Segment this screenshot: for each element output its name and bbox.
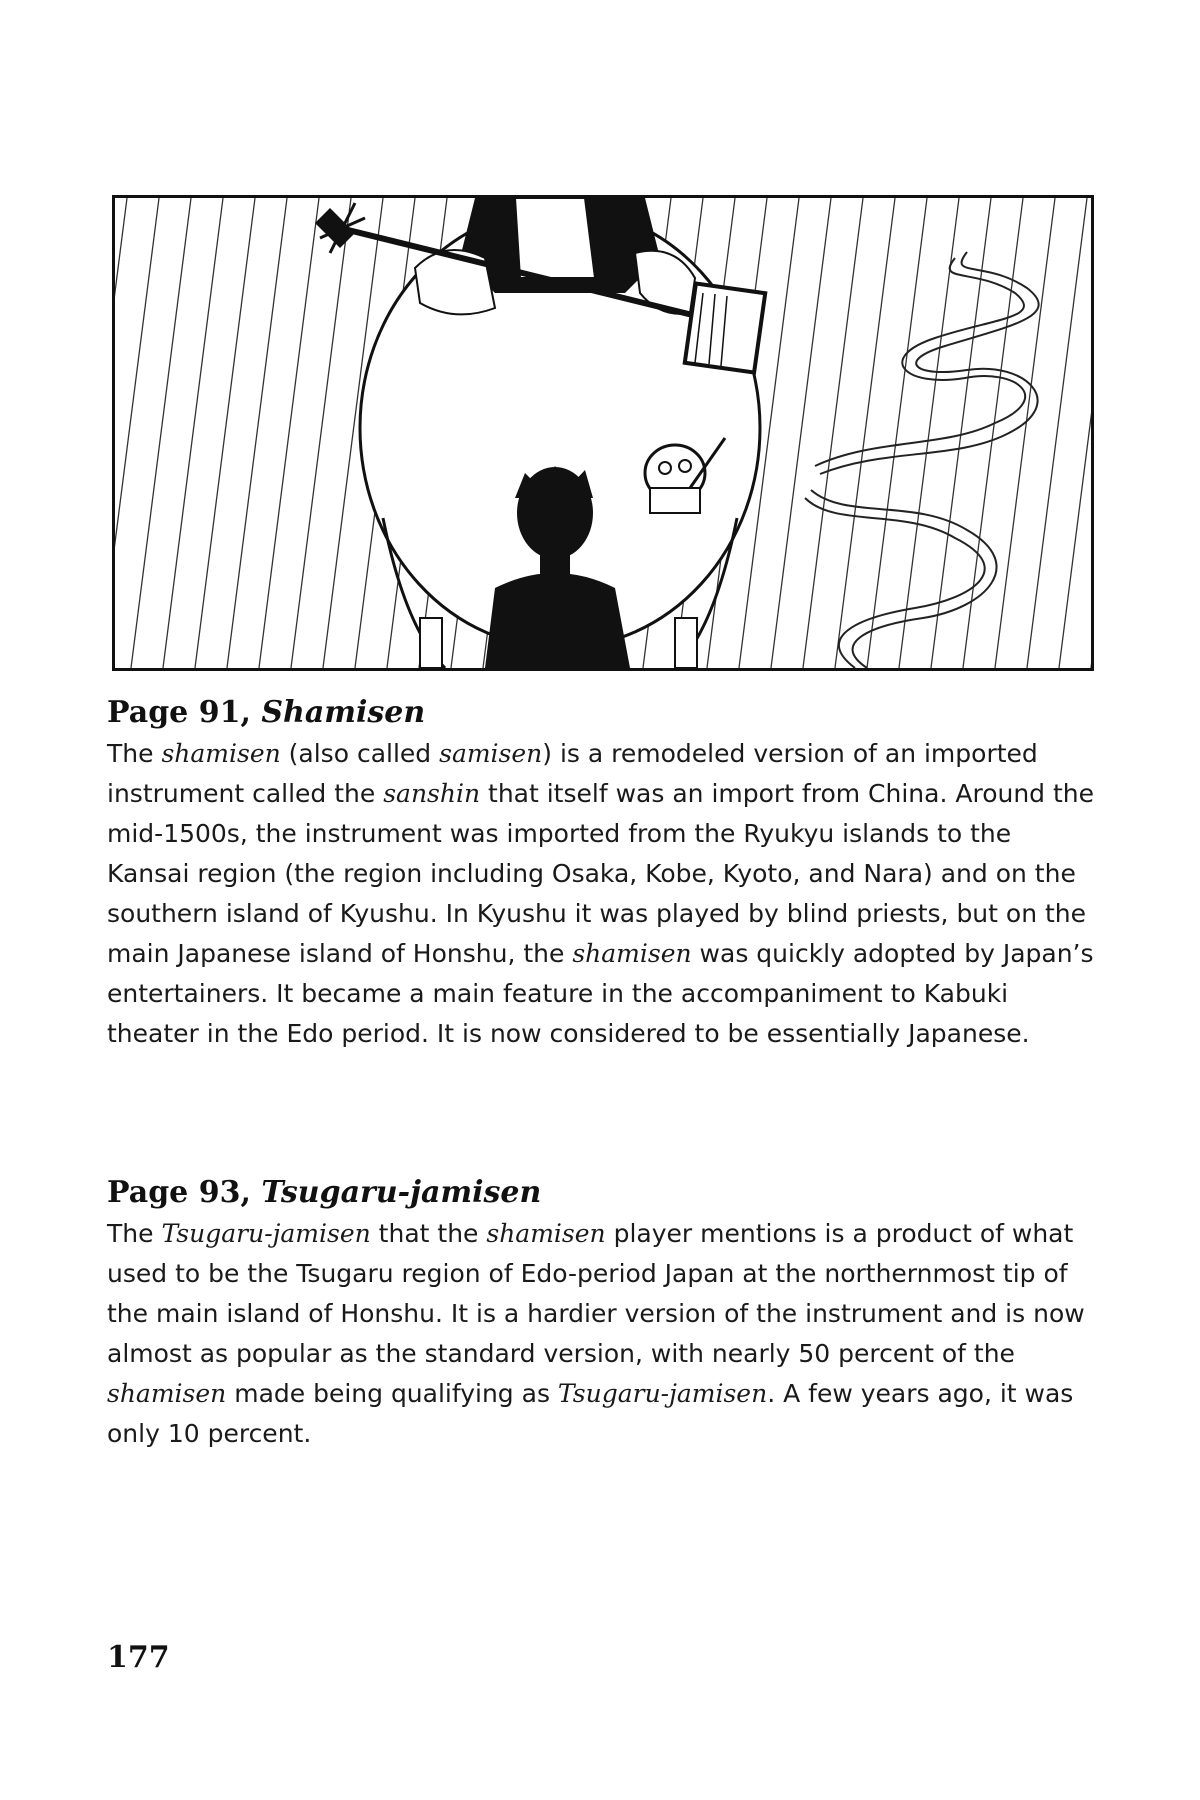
heading-term: Tsugaru-jamisen: [261, 1175, 542, 1210]
italic-term: shamisen: [161, 739, 281, 768]
italic-term: shamisen: [572, 939, 692, 968]
heading-term: Shamisen: [261, 695, 426, 730]
smoke-trail: [815, 258, 1025, 466]
note-body-shamisen: The shamisen (also called samisen) is a remodeled version of an imported instrument called the sanshin that itself was an import from China. Around the mid-1500s, the instrument was imported from the Ryukyu islands to the Kansai region (the region including Osaka, Kobe, Kyoto, and Nara) and on the southern island of Kyushu. In Kyushu it was played by blind priests, but on the main Japanese island of Honshu, the shamisen was quickly adopted by Japan’s entertainers. It became a main feature in the accompaniment to Kabuki theater in the Edo period. It is now considered to be essentially Japanese.: [107, 739, 1095, 1048]
note-body-tsugaru-jamisen: The Tsugaru-jamisen that the shamisen player mentions is a product of what used to be the Tsugaru region of Edo-period Japan at the northernmost tip of the main island of Honshu. It is a hardier version of the instrument and is now almost as popular as the standard version, with nearly 50 percent of the shamisen made being qualifying as Tsugaru-jamisen. A few years ago, it was only 10 percent.: [107, 1219, 1085, 1448]
heading-page-ref: Page 91,: [107, 695, 262, 730]
italic-term: Tsugaru-jamisen: [161, 1219, 371, 1248]
italic-term: Tsugaru-jamisen: [557, 1379, 768, 1408]
manga-panel-illustration: [112, 195, 1094, 671]
note-heading-tsugaru-jamisen: [107, 1175, 541, 1210]
shamisen-scene-drawing: [115, 198, 1091, 668]
page-number: 177: [107, 1640, 170, 1675]
italic-term: sanshin: [383, 779, 481, 808]
note-heading-shamisen: [107, 695, 425, 730]
italic-term: samisen: [439, 739, 543, 768]
italic-term: shamisen: [107, 1379, 227, 1408]
italic-term: shamisen: [486, 1219, 606, 1248]
heading-page-ref: Page 93,: [107, 1175, 262, 1210]
